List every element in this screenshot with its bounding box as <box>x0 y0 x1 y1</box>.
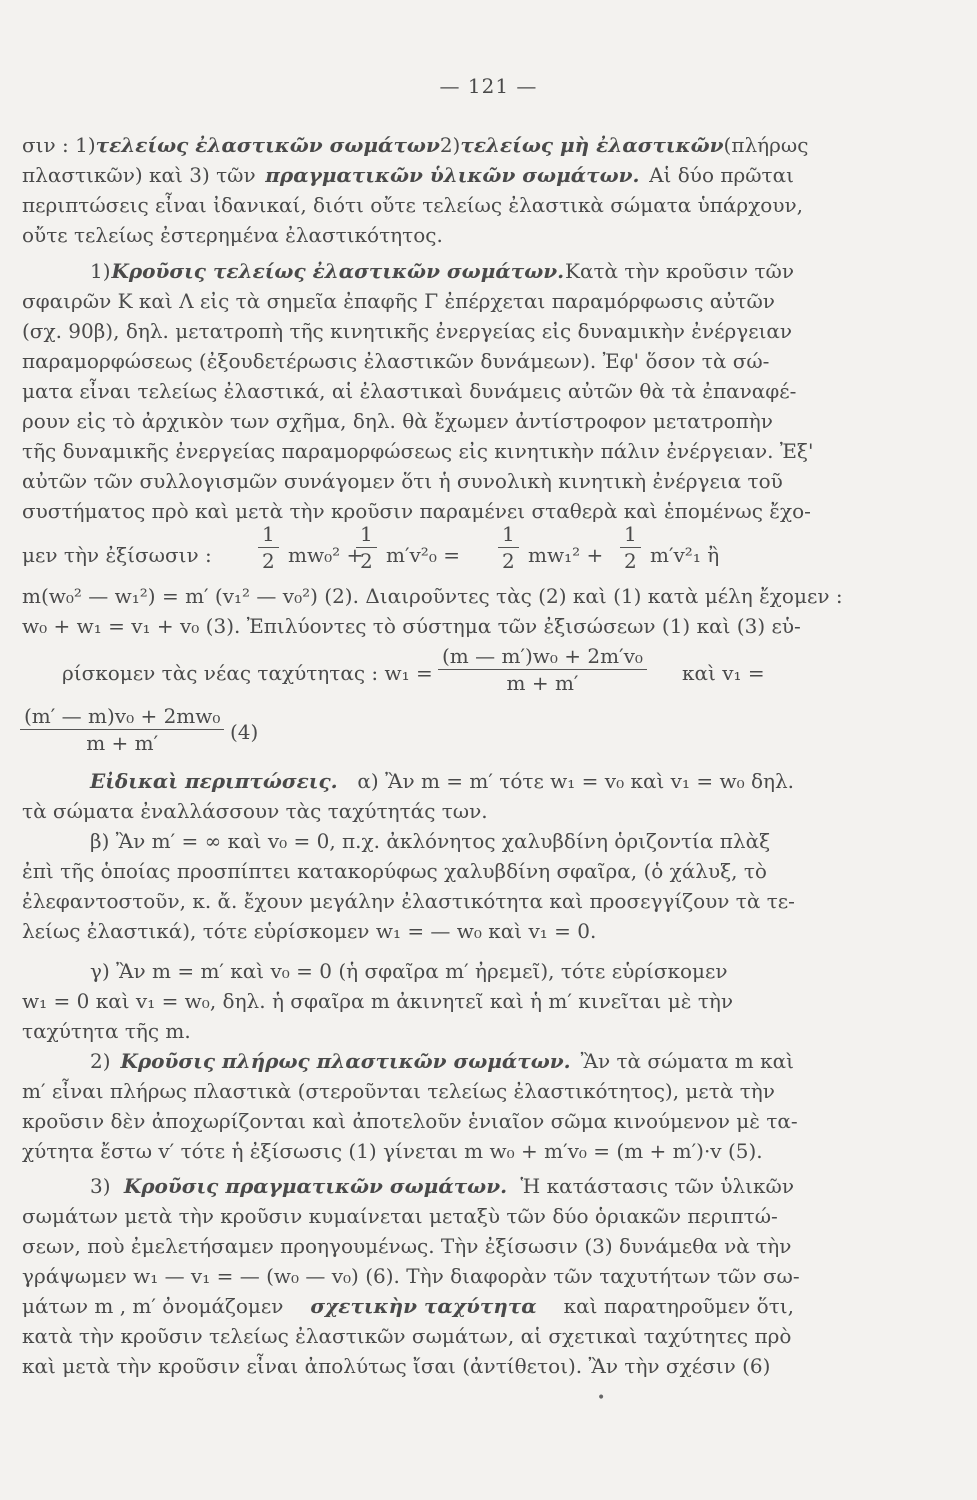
text-line: καὶ μετὰ τὴν κροῦσιν εἶναι ἀπολύτως ἴσαι (ἀντίθετοι). Ἂν τὴν σχέσιν (6) <box>22 1354 771 1378</box>
equation-intro: μεν τὴν ἐξίσωσιν : <box>22 543 212 567</box>
equation-line: w₀ + w₁ = v₁ + v₀ (3). Ἐπιλύοντες τὸ σύστημα τῶν ἐξισώσεων (1) καὶ (3) εὑ- <box>22 614 801 638</box>
text-line: σιν : 1) τελείως ἐλαστικῶν σωμάτων 2) τελείως μὴ ἐλαστικῶν (πλήρως <box>22 133 809 157</box>
text-line: m′ εἶναι πλήρως πλαστικὰ (στεροῦνται τελείως ἐλαστικότητος), μετὰ τὴν <box>22 1079 775 1103</box>
section-heading-2: 2) Κροῦσις πλήρως πλαστικῶν σωμάτων. Ἂν τὰ σώματα m καὶ <box>90 1049 794 1073</box>
equation-number: (4) <box>230 720 259 744</box>
section-heading-3: 3) Κροῦσις πραγματικῶν σωμάτων. Ἡ κατάστασις τῶν ὑλικῶν <box>90 1174 794 1198</box>
text-line: οὔτε τελείως ἐστερημένα ἐλαστικότητος. <box>22 223 443 247</box>
text-line: συστήματος πρὸ καὶ μετὰ τὴν κροῦσιν παραμένει σταθερὰ καὶ ἑπομένως ἔχο- <box>22 499 811 523</box>
special-cases-heading: Εἰδικαὶ περιπτώσεις. α) Ἂν m = m′ τότε w₁ = v₀ καὶ v₁ = w₀ δηλ. <box>90 769 794 793</box>
text-line: παραμορφώσεως (ἐξουδετέρωσις ἐλαστικῶν δυνάμεων). Ἐφ' ὅσον τὰ σώ- <box>22 349 770 373</box>
term-real-bodies: πραγματικῶν ὑλικῶν σωμάτων. <box>265 163 640 187</box>
equation-line: m(w₀² — w₁²) = m′ (v₁² — v₀²) (2). Διαιροῦντες τὰς (2) καὶ (1) κατὰ μέλη ἔχομεν : <box>22 584 843 608</box>
text-line: τῆς δυναμικῆς ἐνεργείας παραμορφώσεως εἰς κινητικὴν πάλιν ἐνέργειαν. Ἐξ' <box>22 439 814 463</box>
text-line: (σχ. 90β), δηλ. μετατροπὴ τῆς κινητικῆς ἐνεργείας εἰς δυναμικὴν ἐνέργειαν <box>22 319 793 343</box>
text-line: ρουν εἰς τὸ ἀρχικὸν των σχῆμα, δηλ. θὰ ἔχωμεν ἀντίστροφον μετατροπὴν <box>22 409 773 433</box>
text-line: γράψωμεν w₁ — v₁ = — (w₀ — v₀) (6). Τὴν διαφορὰν τῶν ταχυτήτων τῶν σω- <box>22 1264 800 1288</box>
text-line: περιπτώσεις εἶναι ἰδανικαί, διότι οὔτε τελείως ἐλαστικὰ σώματα ὑπάρχουν, <box>22 193 804 217</box>
fraction-half: 1 2 <box>620 522 641 573</box>
fraction-v1: (m′ — m)v₀ + 2mw₀ m + m′ <box>20 704 224 755</box>
section-heading-1: 1) Κροῦσις τελείως ἐλαστικῶν σωμάτων. Κατὰ τὴν κροῦσιν τῶν <box>90 259 794 283</box>
text-line: σωμάτων μετὰ τὴν κροῦσιν κυμαίνεται μεταξὺ τῶν δύο ὁριακῶν περιπτώ- <box>22 1204 778 1228</box>
text-line: αὐτῶν τῶν συλλογισμῶν συνάγομεν ὅτι ἡ συνολικὴ κινητικὴ ἐνέργεια τοῦ <box>22 469 783 493</box>
text-line: σεων, ποὺ ἐμελετήσαμεν προηγουμένως. Τὴν ἐξίσωσιν (3) δυνάμεθα νὰ τὴν <box>22 1234 792 1258</box>
term-elastic: τελείως ἐλαστικῶν σωμάτων <box>95 133 440 157</box>
page-number: — 121 — <box>439 74 538 98</box>
fraction-w1: (m — m′)w₀ + 2m′v₀ m + m′ <box>438 644 647 695</box>
text-line: λείως ἐλαστικά), τότε εὑρίσκομεν w₁ = — w₀ καὶ v₁ = 0. <box>22 919 597 943</box>
equation-term: m′v²₀ = <box>386 543 460 567</box>
text-line: ταχύτητα τῆς m. <box>22 1019 191 1043</box>
heading-real-collision: Κροῦσις πραγματικῶν σωμάτων. <box>123 1174 508 1198</box>
text-line: πλαστικῶν) καὶ 3) τῶν πραγματικῶν ὑλικῶν σωμάτων. Αἱ δύο πρῶται <box>22 163 794 187</box>
equation-term: m′v²₁ ἢ <box>650 543 720 567</box>
text-line: χύτητα ἔστω v′ τότε ἡ ἐξίσωσις (1) γίνεται m w₀ + m′v₀ = (m + m′)·v (5). <box>22 1139 763 1163</box>
text-line: ἐπὶ τῆς ὁποίας προσπίπτει κατακορύφως χαλυβδίνη σφαῖρα, (ὁ χάλυξ, τὸ <box>22 859 767 883</box>
fraction-half: 1 2 <box>356 522 377 573</box>
text-line: κροῦσιν δὲν ἀποχωρίζονται καὶ ἀποτελοῦν ἑνιαῖον σῶμα κινούμενον μὲ τα- <box>22 1109 798 1133</box>
equation-term: mw₁² + <box>528 543 604 567</box>
text-line: γ) Ἂν m = m′ καὶ v₀ = 0 (ἡ σφαῖρα m′ ἠρεμεῖ), τότε εὑρίσκομεν <box>90 959 728 983</box>
text-line: β) Ἂν m′ = ∞ καὶ v₀ = 0, π.χ. ἀκλόνητος χαλυβδίνη ὁριζοντία πλὰξ <box>90 829 771 853</box>
fraction-half: 1 2 <box>498 522 519 573</box>
heading-special-cases: Εἰδικαὶ περιπτώσεις. <box>90 769 338 793</box>
text-line: κατὰ τὴν κροῦσιν τελείως ἐλαστικῶν σωμάτων, αἱ σχετικαὶ ταχύτητες πρὸ <box>22 1324 792 1348</box>
equation-intro: ρίσκομεν τὰς νέας ταχύτητας : w₁ = <box>62 661 433 685</box>
text-line: μάτων m , m′ ὀνομάζομεν σχετικὴν ταχύτητα καὶ παρατηροῦμεν ὅτι, <box>22 1294 794 1318</box>
fraction-half: 1 2 <box>258 522 279 573</box>
term-non-elastic: τελείως μὴ ἐλαστικῶν <box>460 133 724 157</box>
heading-elastic-collision: Κροῦσις τελείως ἐλαστικῶν σωμάτων. <box>111 259 565 283</box>
text-line: σφαιρῶν Κ καὶ Λ εἰς τὰ σημεῖα ἐπαφῆς Γ ἐπέρχεται παραμόρφωσις αὐτῶν <box>22 289 775 313</box>
equation-term: καὶ v₁ = <box>682 661 765 685</box>
text-line: ἐλεφαντοστοῦν, κ. ἄ. ἔχουν μεγάλην ἐλαστικότητα καὶ προσεγγίζουν τὰ τε- <box>22 889 795 913</box>
heading-plastic-collision: Κροῦσις πλήρως πλαστικῶν σωμάτων. <box>120 1049 571 1073</box>
text-line: τὰ σώματα ἐναλλάσσουν τὰς ταχύτητάς των. <box>22 799 488 823</box>
ink-dot: • <box>597 1390 606 1406</box>
term-relative-velocity: σχετικὴν ταχύτητα <box>310 1294 537 1318</box>
text-line: ματα εἶναι τελείως ἐλαστικά, αἱ ἐλαστικαὶ δυνάμεις αὐτῶν θὰ τὰ ἐπαναφέ- <box>22 379 797 403</box>
text-line: w₁ = 0 καὶ v₁ = w₀, δηλ. ἡ σφαῖρα m ἀκινητεῖ καὶ ἡ m′ κινεῖται μὲ τὴν <box>22 989 734 1013</box>
equation-term: mw₀² + <box>288 543 364 567</box>
